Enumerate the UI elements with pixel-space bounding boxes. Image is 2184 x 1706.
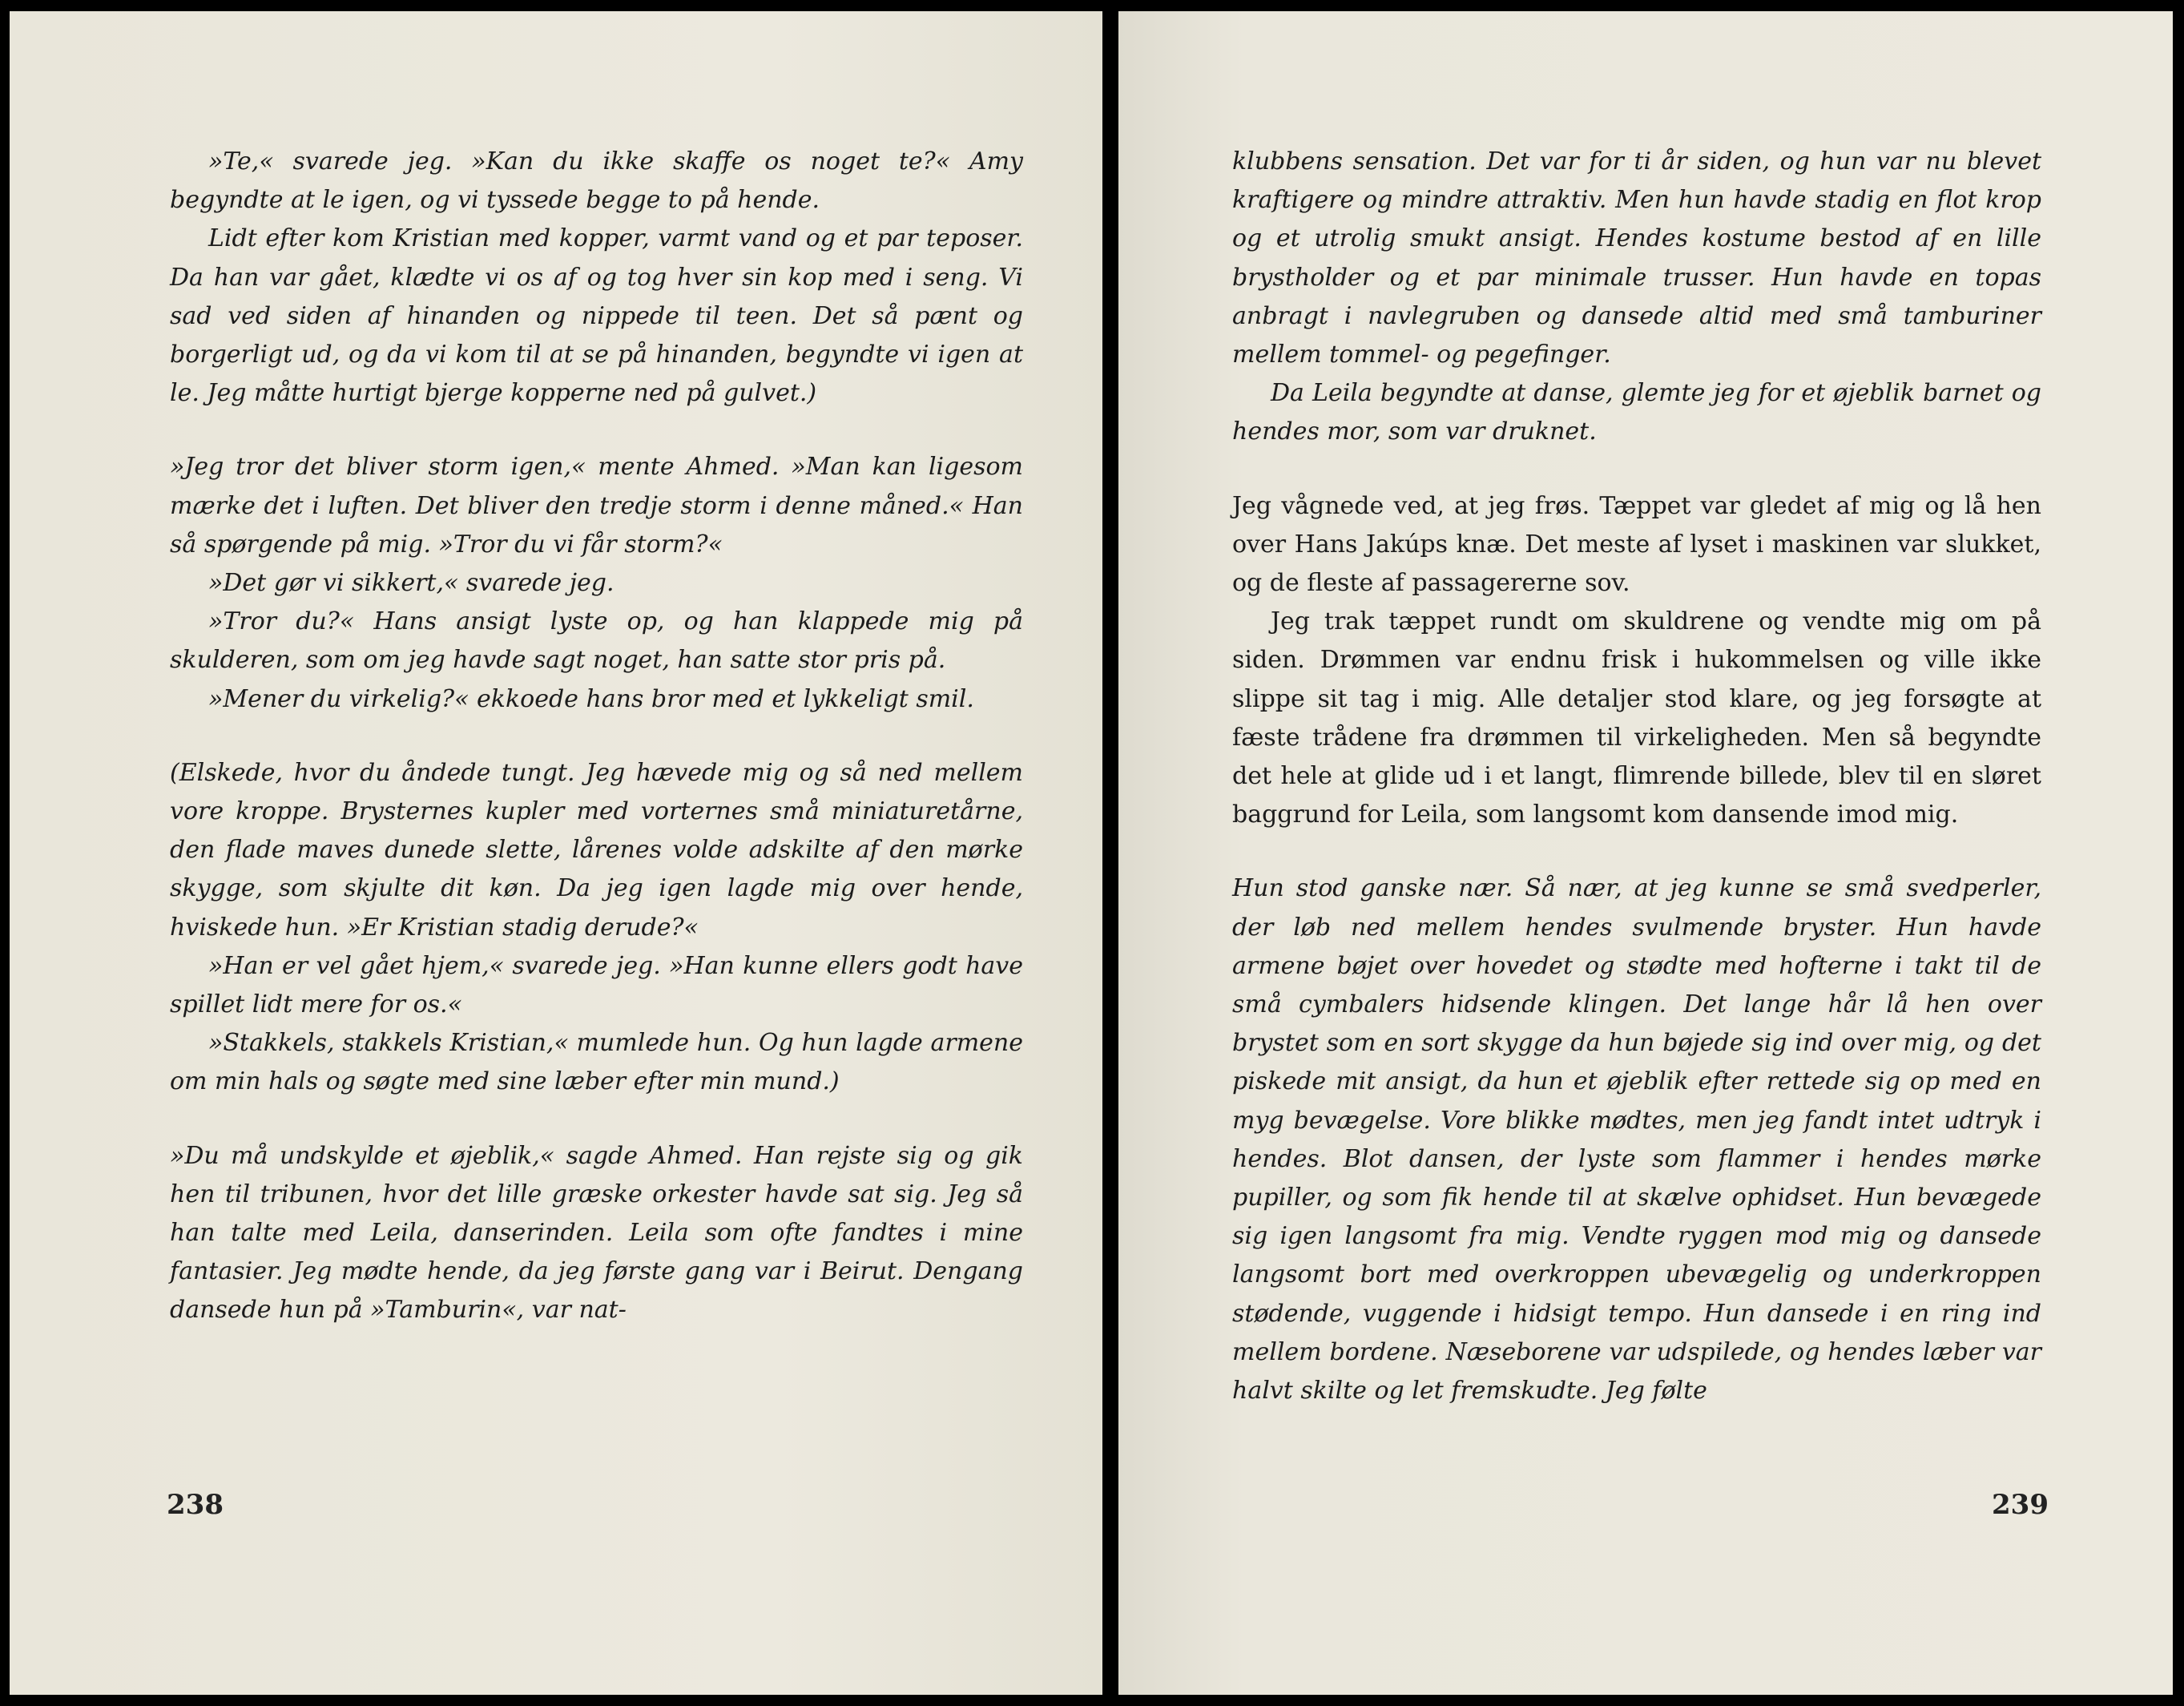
paragraph: Jeg vågnede ved, at jeg frøs. Tæppet var gledet af mig og lå hen over Hans Jakúps knæ. Det meste af lyset i maskinen var slukket, og de fleste af passagererne sov. (1232, 491, 2041, 598)
paragraph: Da Leila begyndte at danse, glemte jeg for et øjeblik barnet og hendes mor, som var druknet. (1232, 379, 2041, 446)
left-page (10, 11, 1102, 1695)
paragraph: »Han er vel gået hjem,« svarede jeg. »Han kunne ellers godt have spillet lidt mere for os.« (170, 951, 1023, 1019)
paragraph: Hun stod ganske nær. Så nær, at jeg kunne se små svedperler, der løb ned mellem hendes svulmende bryster. Hun havde armene bøjet over hovedet og stødte med hofterne i takt til de små cymbalers hidsende klingen. Det lange hår lå hen over brystet som en sort skygge da hun bøjede sig ind over mig, og det piskede mit ansigt, da hun et øjeblik efter rettede sig op med en myg bevægelse. Vore blikke mødtes, men jeg fandt intet udtryk i hendes. Blot dansen, der lyste som flammer i hendes mørke pupiller, og som fik hende til at skælve ophidset. Hun bevægede sig igen langsomt fra mig. Vendte ryggen mod mig og dansede langsomt bort med overkroppen ubevægelig og underkroppen stødende, vuggende i hidsigt tempo. Hun dansede i en ring ind mellem bordene. Næseborene var udspilede, og hendes læber var halvt skilte og let fremskudte. Jeg følte (1232, 874, 2041, 1406)
paragraph: »Jeg tror det bliver storm igen,« mente Ahmed. »Man kan ligesom mærke det i luften. Det bliver den tredje storm i denne måned.« Han så spørgende på mig. »Tror du vi får storm?« (170, 453, 1023, 559)
paragraph: Jeg trak tæppet rundt om skuldrene og vendte mig om på siden. Drømmen var endnu frisk i hukommelsen og ville ikke slippe sit tag i mig. Alle detaljer stod klare, og jeg forsøgte at fæste trådene fra drømmen til virkeligheden. Men så begyndte det hele at glide ud i et langt, flimrende billede, blev til en sløret baggrund for Leila, som langsomt kom dansende imod mig. (1232, 607, 2041, 829)
page-number: 239 (1992, 1489, 2049, 1521)
left-page-text (170, 143, 1023, 1330)
paragraph: Lidt efter kom Kristian med kopper, varmt vand og et par teposer. Da han var gået, klædte vi os af og tog hver sin kop med i seng. Vi sad ved siden af hinanden og nippede til teen. Det så pænt og borgerligt ud, og da vi kom til at se på hinanden, begyndte vi igen at le. Jeg måtte hurtigt bjerge kopperne ned på gulvet.) (170, 224, 1023, 408)
paragraph: (Elskede, hvor du åndede tungt. Jeg hævede mig og så ned mellem vore kroppe. Brysternes kupler med vorternes små miniaturetårne, den flade maves dunede slette, lårenes volde adskilte af den mørke skygge, som skjulte dit køn. Da jeg igen lagde mig over hende, hviskede hun. »Er Kristian stadig derude?« (170, 758, 1023, 942)
right-page (1118, 11, 2173, 1695)
paragraph: »Mener du virkelig?« ekkoede hans bror med et lykkeligt smil. (208, 684, 974, 713)
paragraph: »Det gør vi sikkert,« svarede jeg. (208, 569, 615, 598)
page-number: 238 (167, 1489, 224, 1521)
paragraph: »Du må undskylde et øjeblik,« sagde Ahmed. Han rejste sig og gik hen til tribunen, hvor det lille græske orkester havde sat sig. Jeg så han talte med Leila, danserinden. Leila som ofte fandtes i mine fantasier. Jeg mødte hende, da jeg første gang var i Beirut. Dengang dansede hun på »Tamburin«, var nat- (170, 1141, 1023, 1325)
right-page-text (1232, 143, 2041, 1410)
paragraph: »Tror du?« Hans ansigt lyste op, og han klappede mig på skulderen, som om jeg havde sagt noget, han satte stor pris på. (170, 607, 1023, 675)
paragraph: »Te,« svarede jeg. »Kan du ikke skaffe os noget te?« Amy begyndte at le igen, og vi tyssede begge to på hende. (170, 147, 1023, 215)
paragraph: »Stakkels, stakkels Kristian,« mumlede hun. Og hun lagde armene om min hals og søgte med sine læber efter min mund.) (170, 1029, 1023, 1096)
paragraph: klubbens sensation. Det var for ti år siden, og hun var nu blevet kraftigere og mindre attraktiv. Men hun havde stadig en flot krop og et utrolig smukt ansigt. Hendes kostume bestod af en lille brystholder og et par minimale trusser. Hun havde en topas anbragt i navlegruben og dansede altid med små tamburiner mellem tommel- og pegefinger. (1232, 147, 2041, 369)
